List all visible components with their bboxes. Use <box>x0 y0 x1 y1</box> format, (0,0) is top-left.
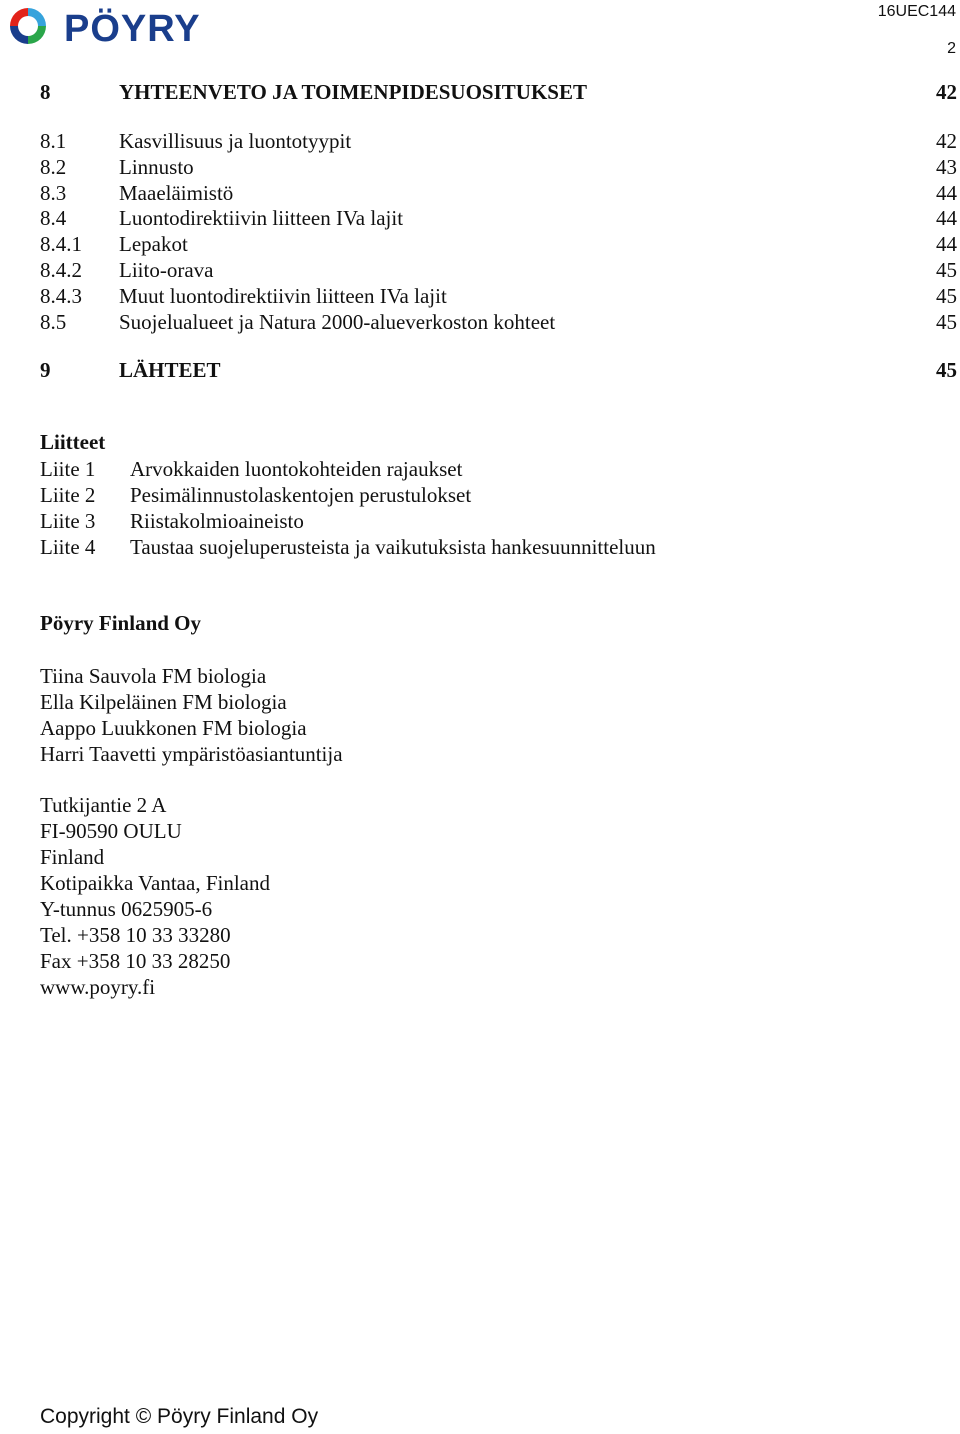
toc-page: 42 <box>936 80 957 104</box>
toc-title: Muut luontodirektiivin liitteen IVa lajit <box>119 284 447 308</box>
address-line: FI-90590 OULU <box>40 819 182 843</box>
toc-title: YHTEENVETO JA TOIMENPIDESUOSITUKSET <box>119 80 587 104</box>
address-line: Kotipaikka Vantaa, Finland <box>40 871 270 895</box>
toc-page: 44 <box>936 206 957 230</box>
toc-entry[interactable] <box>40 180 957 206</box>
logo-wordmark: PÖYRY <box>64 8 201 50</box>
toc-page: 44 <box>936 232 957 256</box>
toc-number: 8.3 <box>40 181 67 205</box>
toc-page: 45 <box>936 310 957 334</box>
toc-page: 44 <box>936 181 957 205</box>
toc-entry[interactable] <box>40 257 957 283</box>
toc-title: Liito-orava <box>119 258 214 282</box>
website-link[interactable]: www.poyry.fi <box>40 975 156 999</box>
toc-entry[interactable] <box>40 357 957 383</box>
appendix-title: Pesimälinnustolaskentojen perustulokset <box>130 483 472 507</box>
toc-title: Suojelualueet ja Natura 2000-alueverkoston kohteet <box>119 310 556 334</box>
address-line: Tutkijantie 2 A <box>40 793 167 817</box>
toc-number: 8.2 <box>40 155 67 179</box>
appendix-title: Taustaa suojeluperusteista ja vaikutuksista hankesuunnitteluun <box>130 535 656 559</box>
appendix-label: Liite 2 <box>40 483 96 507</box>
toc-page: 45 <box>936 284 957 308</box>
toc-number: 8.4.2 <box>40 258 82 282</box>
copyright-notice: Copyright © Pöyry Finland Oy <box>40 1405 319 1428</box>
toc-page: 45 <box>936 358 957 382</box>
business-id: Y-tunnus 0625905-6 <box>40 897 213 921</box>
appendix-label: Liite 3 <box>40 509 96 533</box>
toc-entry[interactable] <box>40 205 957 231</box>
appendix-item <box>40 482 840 508</box>
toc-entry[interactable] <box>40 309 957 335</box>
toc-page: 45 <box>936 258 957 282</box>
appendix-title: Arvokkaiden luontokohteiden rajaukset <box>130 457 463 481</box>
author-line: Tiina Sauvola FM biologia <box>40 664 267 688</box>
logo-mark-icon <box>10 8 46 44</box>
appendix-item <box>40 456 840 482</box>
toc-title: LÄHTEET <box>119 358 221 382</box>
toc-entry[interactable] <box>40 128 957 154</box>
appendices-heading: Liitteet <box>40 430 106 454</box>
toc-title: Lepakot <box>119 232 188 256</box>
toc-number: 8 <box>40 80 51 104</box>
author-line: Harri Taavetti ympäristöasiantuntija <box>40 742 343 766</box>
appendix-item <box>40 508 840 534</box>
poyry-logo <box>4 2 254 50</box>
toc-title: Kasvillisuus ja luontotyypit <box>119 129 352 153</box>
appendix-label: Liite 4 <box>40 535 96 559</box>
toc-page: 42 <box>936 129 957 153</box>
page-number: 2 <box>947 40 956 57</box>
toc-number: 8.4.3 <box>40 284 82 308</box>
address-line: Finland <box>40 845 105 869</box>
toc-number: 8.1 <box>40 129 67 153</box>
toc-number: 8.4 <box>40 206 67 230</box>
toc-title: Luontodirektiivin liitteen IVa lajit <box>119 206 404 230</box>
author-line: Aappo Luukkonen FM biologia <box>40 716 307 740</box>
appendix-title: Riistakolmioaineisto <box>130 509 304 533</box>
toc-page: 43 <box>936 155 957 179</box>
author-line: Ella Kilpeläinen FM biologia <box>40 690 287 714</box>
toc-entry[interactable] <box>40 231 957 257</box>
toc-title: Maaeläimistö <box>119 181 234 205</box>
toc-entry[interactable] <box>40 79 957 105</box>
appendix-item <box>40 534 840 560</box>
toc-number: 8.5 <box>40 310 67 334</box>
toc-title: Linnusto <box>119 155 194 179</box>
phone-number: Tel. +358 10 33 33280 <box>40 923 231 947</box>
toc-entry[interactable] <box>40 283 957 309</box>
document-id: 16UEC144 <box>877 3 956 20</box>
fax-number: Fax +358 10 33 28250 <box>40 949 231 973</box>
toc-entry[interactable] <box>40 154 957 180</box>
company-name: Pöyry Finland Oy <box>40 611 202 635</box>
toc-number: 8.4.1 <box>40 232 82 256</box>
appendix-label: Liite 1 <box>40 457 96 481</box>
toc-number: 9 <box>40 358 51 382</box>
